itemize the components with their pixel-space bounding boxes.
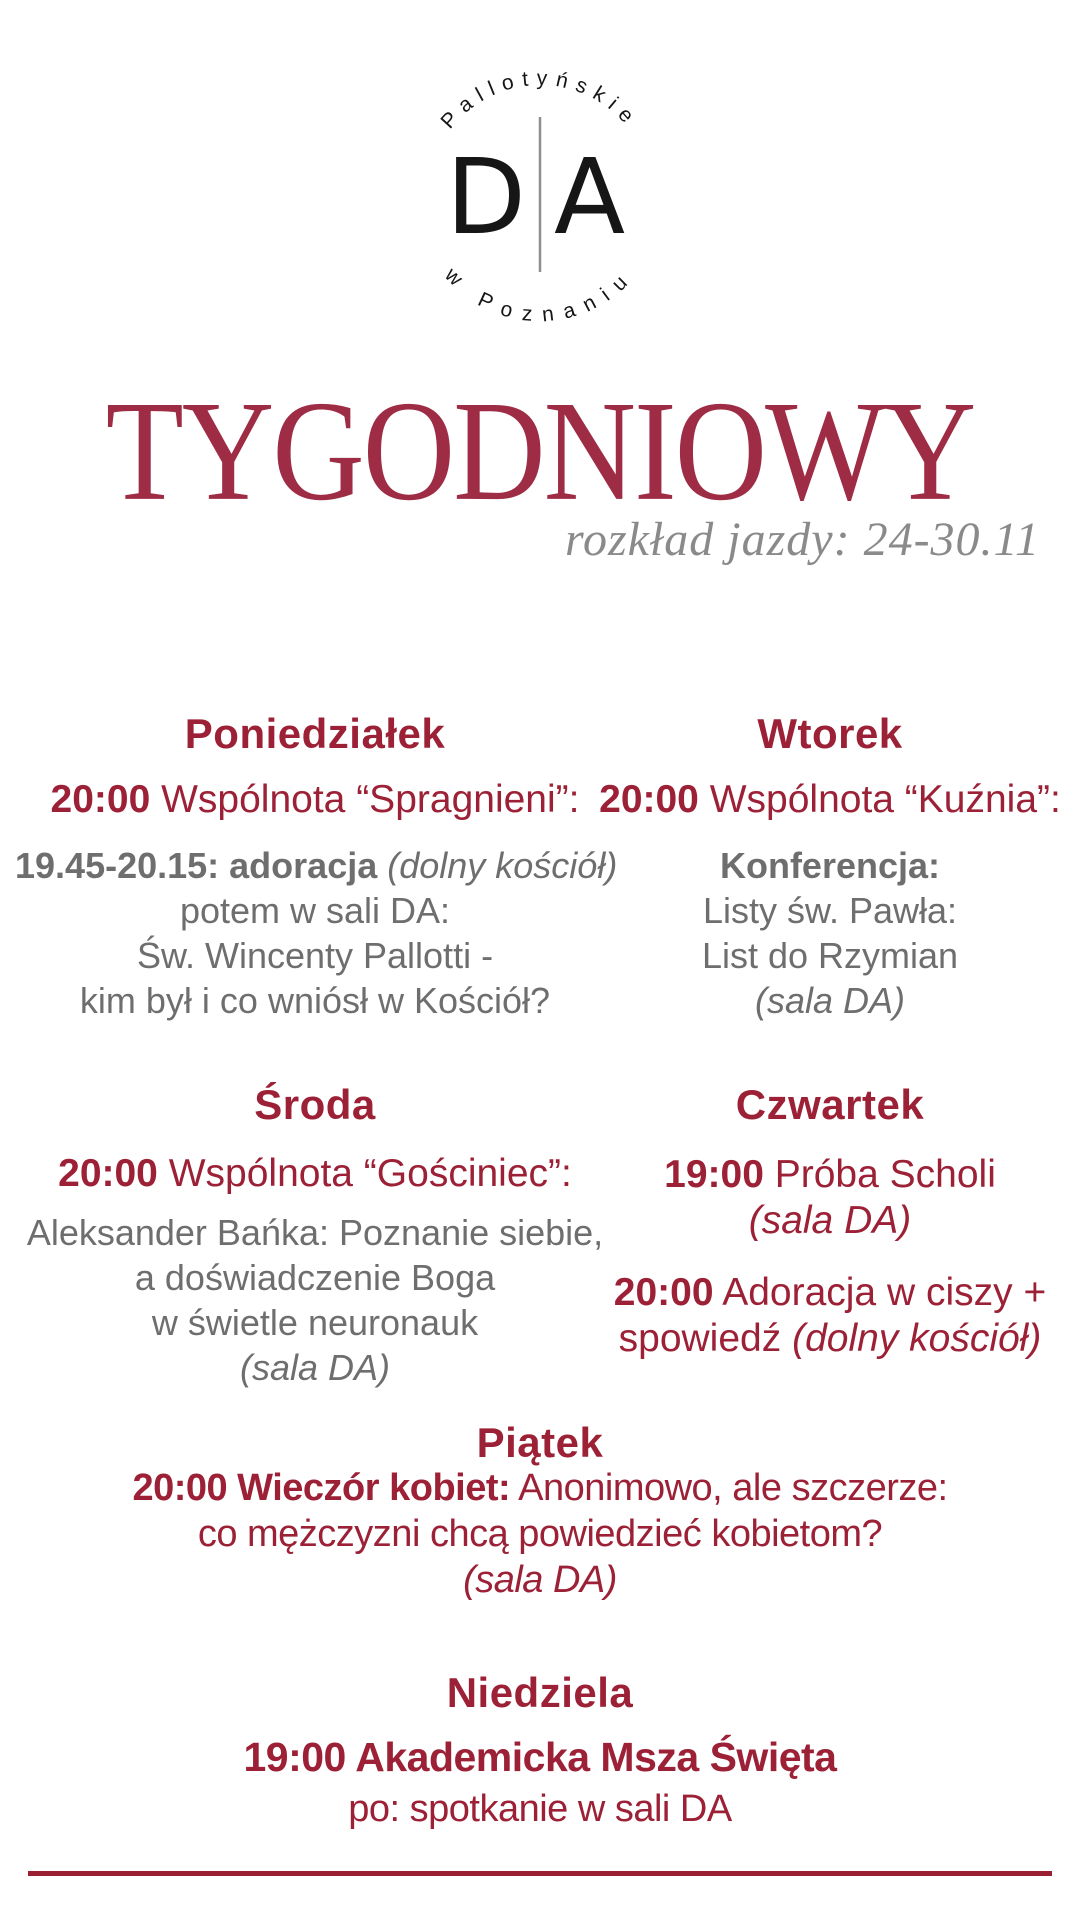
wednesday-event-text: Wspólnota “Gościniec”: <box>157 1152 572 1195</box>
wednesday-event-time: 20:00 <box>58 1152 158 1195</box>
bottom-divider-rule <box>28 1871 1052 1876</box>
wednesday-detail-line2: a doświadczenie Boga <box>134 1257 496 1298</box>
thursday-event1-line1 <box>595 1152 1065 1198</box>
wednesday-event <box>15 1152 615 1196</box>
thursday-event2-time: 20:00 <box>613 1271 714 1314</box>
sunday-event-note: po: spotkanie w sali DA <box>348 1788 732 1830</box>
thursday-event2-text: Adoracja w ciszy + <box>713 1271 1047 1314</box>
monday-detail-line3: Św. Wincenty Pallotti - <box>136 935 494 976</box>
friday-event-text: Anonimowo, ale szczerze: <box>510 1467 948 1509</box>
thursday-event-2 <box>595 1270 1065 1362</box>
day-header-tuesday: Wtorek <box>757 710 903 757</box>
poster-title: TYGODNIOWY <box>105 371 975 531</box>
monday-detail-line4: kim był i co wniósł w Kościół? <box>79 980 551 1021</box>
thursday-event-1 <box>595 1152 1065 1244</box>
monday-event-time: 20:00 <box>50 778 151 821</box>
thursday-event1-text: Próba Scholi <box>763 1153 996 1196</box>
day-section-monday <box>15 710 618 1023</box>
tuesday-detail-line1: Konferencja: <box>719 845 941 886</box>
logo-arc-bottom-text: w Poznaniu <box>440 263 640 327</box>
monday-event <box>15 778 615 822</box>
day-section-friday <box>0 1421 1080 1603</box>
logo-letter-d: D <box>445 136 526 258</box>
thursday-event2-line2 <box>595 1316 1065 1362</box>
thursday-event2-line1 <box>595 1270 1065 1316</box>
poster-subtitle: rozkład jazdy: 24-30.11 <box>565 513 1040 566</box>
thursday-event1-time: 19:00 <box>664 1153 764 1196</box>
sunday-event: 19:00 Akademicka Msza Święta <box>243 1734 837 1780</box>
tuesday-detail-line2: Listy św. Pawła: <box>702 890 958 931</box>
thursday-event2-location: (dolny kościół) <box>792 1317 1042 1360</box>
da-logo <box>385 42 695 352</box>
tuesday-event-text: Wspólnota “Kuźnia”: <box>698 778 1061 821</box>
logo-letter-a: A <box>554 136 626 258</box>
monday-detail-line1 <box>15 843 618 888</box>
day-section-sunday <box>0 1671 1080 1832</box>
monday-detail-line2: potem w sali DA: <box>179 890 451 931</box>
monday-detail-location: (dolny kościół) <box>387 845 618 886</box>
monday-detail-time: 19.45-20.15: adoracja <box>15 845 388 886</box>
monday-details <box>15 843 618 1023</box>
da-logo-graphic <box>385 42 695 352</box>
day-header-wednesday: Środa <box>254 1081 376 1128</box>
day-header-sunday: Niedziela <box>446 1669 634 1716</box>
friday-event-location: (sala DA) <box>463 1559 617 1601</box>
day-header-thursday: Czwartek <box>735 1081 925 1128</box>
day-section-tuesday <box>595 712 1065 1023</box>
logo-arc-top-text: Pallotyńskie <box>436 66 644 134</box>
monday-event-text: Wspólnota “Spragnieni”: <box>150 778 580 821</box>
wednesday-detail-line1: Aleksander Bańka: Poznanie siebie, <box>26 1212 604 1253</box>
tuesday-event-time: 20:00 <box>599 778 699 821</box>
thursday-event2-line2-text: spowiedź <box>618 1317 793 1360</box>
tuesday-event <box>595 778 1065 822</box>
friday-event-line2: co mężczyzni chcą powiedzieć kobietom? <box>197 1513 883 1555</box>
thursday-event1-location: (sala DA) <box>748 1199 912 1242</box>
friday-event-title: 20:00 Wieczór kobiet: <box>132 1467 511 1509</box>
day-header-friday: Piątek <box>476 1419 604 1466</box>
wednesday-detail-location: (sala DA) <box>239 1347 391 1388</box>
tuesday-detail-line3: List do Rzymian <box>701 935 959 976</box>
tuesday-details <box>595 843 1065 1023</box>
wednesday-detail-line3: w świetle neuronauk <box>151 1302 479 1343</box>
day-section-wednesday <box>15 1083 615 1390</box>
day-header-monday: Poniedziałek <box>184 710 446 757</box>
friday-event-line1 <box>0 1465 1080 1511</box>
day-section-thursday <box>595 1083 1065 1362</box>
tuesday-detail-location: (sala DA) <box>754 980 906 1021</box>
wednesday-details <box>15 1210 615 1390</box>
